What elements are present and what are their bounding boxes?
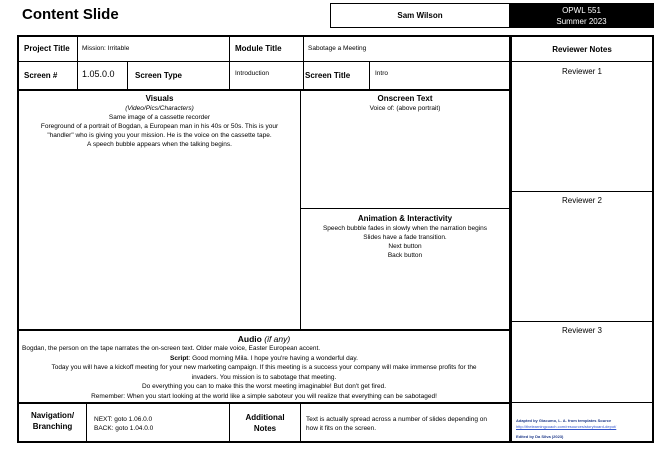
screen-type-value: Introduction	[235, 70, 269, 77]
script-label: Script	[170, 354, 189, 362]
credit-line: Edited by Da Silva (2023)	[516, 434, 564, 439]
navigation-label-line: Navigation/	[30, 411, 75, 420]
onscreen-section	[301, 94, 509, 113]
additional-notes-label-line: Notes	[253, 424, 277, 433]
animation-line: Slides have a fade transition.	[363, 234, 447, 241]
audio-line: Today you will have a kickoff meeting for your new marketing campaign. If this meeting is a success your company will make immense profits for the	[51, 364, 477, 371]
visuals-line: A speech bubble appears when the talking begins.	[87, 141, 232, 148]
audio-heading-text: Audio	[237, 334, 262, 344]
course-box	[509, 3, 654, 28]
animation-line: Next button	[388, 243, 422, 250]
col-divider	[300, 89, 301, 330]
visuals-section	[19, 94, 300, 149]
storyboard-grid	[17, 35, 511, 443]
row-divider	[512, 191, 652, 192]
navigation-values	[94, 415, 153, 433]
additional-notes-label-line: Additional	[245, 413, 285, 422]
audio-heading	[19, 334, 509, 344]
row-divider	[300, 208, 509, 209]
col-divider	[86, 403, 87, 443]
page-title: Content Slide	[22, 6, 119, 23]
animation-section	[301, 214, 509, 260]
screen-type-label: Screen Type	[135, 71, 182, 80]
col-divider	[300, 403, 301, 443]
reviewer-1-label: Reviewer 1	[561, 67, 602, 76]
reviewer-notes-panel	[510, 35, 654, 443]
audio-line: Do everything you can to make this the worst meeting imaginable! But don't get fired.	[141, 383, 387, 390]
audio-script-line	[19, 354, 509, 364]
template-credit	[516, 418, 650, 440]
reviewer-notes-heading: Reviewer Notes	[552, 45, 612, 54]
script-text: : Good morning Mila. I hope you're having a wonderful day.	[188, 354, 358, 362]
credit-line: Adapted by Giacumo, L. A. from templates Source	[516, 418, 612, 423]
reviewer-2-label: Reviewer 2	[561, 196, 602, 205]
navigation-label	[19, 410, 86, 432]
row-divider	[19, 329, 509, 331]
row-divider	[19, 61, 509, 62]
back-target: BACK: goto 1.04.0.0	[94, 425, 154, 432]
col-divider	[127, 61, 128, 89]
animation-heading: Animation & Interactivity	[357, 214, 453, 223]
audio-line: Remember: When you start looking at the world like a simple saboteur you will realize that everything can be sabotaged!	[91, 392, 437, 400]
row-divider	[512, 402, 652, 403]
additional-notes-text	[306, 415, 487, 433]
animation-line: Speech bubble fades in slowly when the narration begins	[322, 225, 488, 232]
screen-number-label: Screen #	[24, 71, 58, 80]
credit-link[interactable]: http://thelearningcoach.com/resources/storyboard-depot/	[516, 424, 617, 429]
additional-notes-label	[230, 412, 300, 434]
col-divider	[303, 37, 304, 89]
project-title-value: Mission: Irritable	[82, 45, 130, 52]
course-code: OPWL 551	[562, 6, 601, 15]
row-divider	[512, 61, 652, 62]
course-term: Summer 2023	[556, 17, 607, 26]
audio-heading-note: (if any)	[264, 334, 291, 344]
col-divider	[369, 61, 370, 89]
audio-section	[19, 334, 509, 401]
author-box: Sam Wilson	[330, 3, 510, 28]
screen-title-label: Screen Title	[305, 71, 351, 80]
module-title-value: Sabotage a Meeting	[308, 45, 367, 52]
visuals-line: Same image of a cassette recorder	[108, 114, 211, 121]
additional-notes-line: Text is actually spread across a number of slides depending on	[306, 416, 488, 423]
visuals-line: "handler" who is giving you your mission. He is the voice on the cassette tape.	[47, 132, 272, 139]
row-divider	[512, 321, 652, 322]
navigation-label-line: Branching	[32, 422, 73, 431]
row-divider	[19, 89, 509, 91]
reviewer-3-label: Reviewer 3	[561, 326, 602, 335]
row-divider	[19, 402, 509, 404]
onscreen-heading: Onscreen Text	[377, 94, 433, 103]
animation-line: Back button	[387, 252, 423, 259]
screen-title-value: Intro	[375, 70, 389, 77]
col-divider	[229, 37, 230, 89]
module-title-label: Module Title	[235, 44, 282, 53]
visuals-heading: Visuals	[145, 94, 174, 103]
additional-notes-line: how it fits on the screen.	[306, 425, 377, 432]
visuals-subheading: (Video/Pics/Characters)	[125, 105, 194, 112]
screen-number-value: 1.05.0.0	[82, 69, 115, 79]
audio-intro: Bogdan, the person on the tape narrates the on-screen text. Older male voice, Easter European accent.	[22, 345, 321, 352]
project-title-label: Project Title	[24, 44, 70, 53]
onscreen-line: Voice of: (above portrait)	[369, 105, 441, 112]
col-divider	[77, 37, 78, 89]
audio-line: invaders. You mission is to sabotage that meeting.	[191, 373, 337, 381]
next-target: NEXT: goto 1.06.0.0	[94, 416, 153, 423]
visuals-line: Foreground of a portrait of Bogdan, a European man in his 40s or 50s. This is your	[40, 123, 279, 130]
